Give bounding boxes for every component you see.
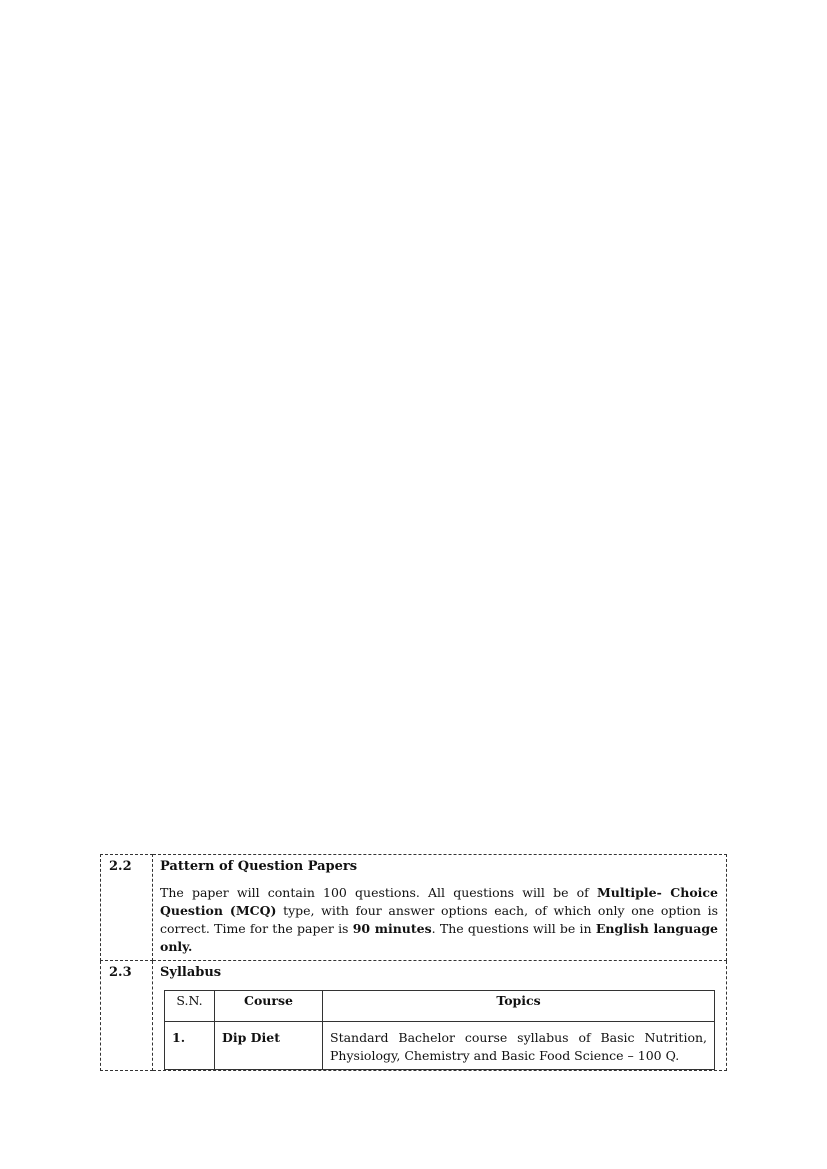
header-topics: Topics — [323, 991, 715, 1022]
para-text: The paper will contain 100 questions. All questions will be of — [160, 885, 597, 900]
sections-table — [100, 854, 727, 1071]
section-title: Pattern of Question Papers — [160, 859, 358, 874]
row-sn: 1. — [165, 1022, 215, 1070]
section-number: 2.2 — [101, 855, 153, 961]
section-row-2-2 — [101, 855, 727, 961]
row-topics: Standard Bachelor course syllabus of Basic Nutrition, Physiology, Chemistry and Basic Food Science – 100 Q. — [323, 1022, 715, 1070]
para-bold: English language only. — [160, 921, 719, 954]
para-bold: Multiple- Choice Question (MCQ) — [160, 885, 718, 918]
table-row — [165, 1022, 715, 1070]
section-body — [153, 855, 727, 961]
para-bold: 90 minutes — [352, 921, 432, 936]
pattern-paragraph — [160, 884, 718, 956]
section-body — [153, 961, 727, 1071]
para-text: . The questions will be in — [431, 921, 596, 936]
syllabus-header-row — [165, 991, 715, 1022]
header-course: Course — [215, 991, 323, 1022]
section-number: 2.3 — [101, 961, 153, 1071]
row-course: Dip Diet — [215, 1022, 323, 1070]
section-row-2-3 — [101, 961, 727, 1071]
syllabus-table — [164, 990, 715, 1070]
para-text: type, with four answer options each, of which only one option is correct. Time for the paper is — [160, 903, 718, 936]
section-title: Syllabus — [160, 965, 222, 980]
header-sn: S.N. — [165, 991, 215, 1022]
